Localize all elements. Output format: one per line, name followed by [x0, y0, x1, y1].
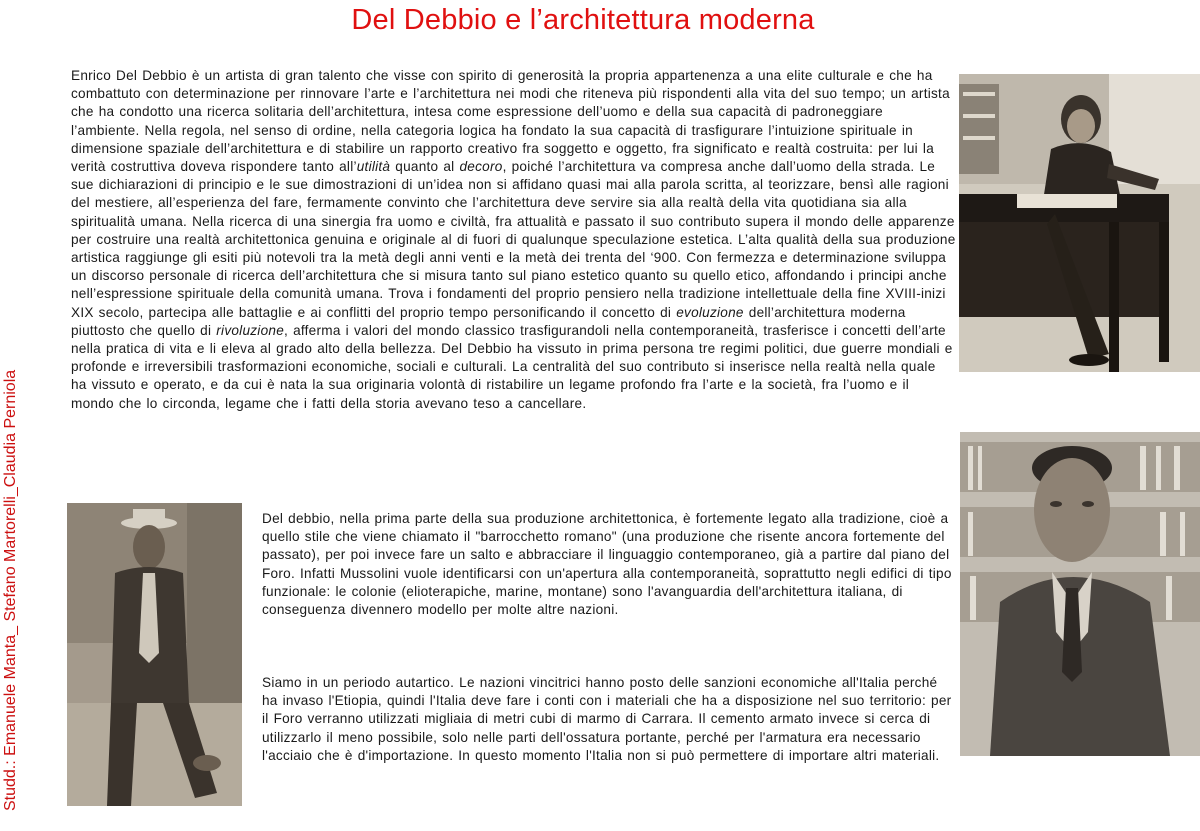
photo-young-del-debbio	[67, 503, 242, 806]
emphasis-rivoluzione: rivoluzione	[216, 322, 285, 338]
photo-portrait-image	[960, 432, 1200, 756]
emphasis-decoro: decoro	[459, 159, 503, 175]
emphasis-utilita: utilità	[356, 159, 391, 175]
photo-desk-image	[959, 74, 1200, 372]
main-text-block	[71, 67, 956, 413]
paragraph-barrocchetto: Del debbio, nella prima parte della sua produzione architettonica, è fortemente legato alla tradizione, cioè a quello stile che viene chiamato il "barrocchetto romano" (una produzione che risente ancora fortemente del passato), per poi invece fare un salto e abbracciare il linguaggio contemporaneo, già a partire dal piano del Foro. Infatti Mussolini vuole identificarsi con un'apertura alla contemporaneità, soprattutto negli edifici di tipo funzionale: le colonie (elioterapiche, marine, montane) sono l'avanguardia dell'architettura italiana, di conseguenza divennero modello per molte altre nazioni.	[262, 511, 952, 618]
photo-young-image	[67, 503, 242, 806]
text-segment: Enrico Del Debbio è un artista di gran talento che visse con spirito di generosità la propria appartenenza a una elite culturale e che ha combattuto con determinazione per rinnovare l’arte e l’architettura nei modi che riteneva più rispondenti alla vita del suo tempo; un artista che ha condotto una ricerca solitaria dell’architettura, intesa come espressione dell’uomo e della sua capacità di padroneggiare l’ambiente. Nella regola, nel senso di ordine, nella categoria logica ha fondato la sua capacità di trasfigurare l’intuizione spirituale in dimensione spaziale dell’architettura e di stabilire un rapporto creativo fra soggetto e oggetto, fra significato e realtà costruita: per lui la verità costruttiva doveva rispondere tanto all’	[71, 68, 950, 175]
author-credit-vertical: Studd.: Emanuele Manta_ Stefano Martorelli_Claudia Perniola	[2, 369, 19, 811]
text-segment: dell’architettura moderna piuttosto che quello di	[71, 304, 906, 338]
photo-del-debbio-at-desk	[959, 74, 1200, 372]
secondary-paragraph-1	[262, 510, 952, 619]
page-title: Del Debbio e l’architettura moderna	[351, 4, 815, 36]
photo-del-debbio-portrait	[960, 432, 1200, 756]
text-segment: quanto al	[390, 159, 460, 175]
text-segment: , poiché l’architettura va compresa anche dall’uomo della strada. Le sue dichiarazioni di principio e le sue dimostrazioni di un’idea non si affidano quasi mai alla parola scritta, al teorizzare, bensì alle ragioni del mestiere, all’esperienza del fare, fermamente convinto che l’architettura deve servire sia alla realtà della vita quotidiana sia alla spiritualità umana. Nella ricerca di una sinergia fra uomo e civiltà, fra attualità e passato il suo contributo supera il mondo delle apparenze per costruire una realtà architettonica genuina e originale al di fuori di qualunque speculazione estetica. L’alta qualità della sua produzione artistica raggiunge gli esiti più notevoli tra la metà degli anni venti e la metà dei trenta del ‘900. Con fermezza e determinazione sviluppa un discorso personale di ricerca dell’architettura che si misura tanto sul piano estetico quanto su quello etico, affondando i principi anche nell’espressione spirituale della comunità umana. Trova i fondamenti del proprio pensiero nella tradizione intellettuale della fine XVIII-inizi XIX secolo, partecipa alle battaglie e ai conflitti del proprio tempo personificando il concetto di	[71, 159, 956, 320]
emphasis-evoluzione: evoluzione	[676, 304, 744, 320]
text-segment: , afferma i valori del mondo classico trasfigurandoli nella contemporaneità, trasferisce i concetti dell’arte nella pratica di vita e li eleva al grado alto della bellezza. Del Debbio ha vissuto in prima persona tre regimi politici, due guerre mondiali e profonde e irreversibili trasformazioni economiche, sociali e culturali. La centralità del suo contributo si inserisce nella realtà nella quale ha vissuto e operato, e da cui è nata la sua originaria volontà di ristabilire un legame profondo fra l’arte e la società, fra l’uomo e il mondo che lo circonda, legame che i fatti della storia avevano teso a cancellare.	[71, 322, 953, 411]
paragraph-autarchia: Siamo in un periodo autartico. Le nazioni vincitrici hanno posto delle sanzioni economiche all'Italia perché ha invaso l'Etiopia, quindi l'Italia deve fare i conti con i materiali che ha a disposizione nel suo territorio: per il Foro verranno utilizzati migliaia di metri cubi di marmo di Carrara. Il cemento armato invece si cerca di utilizzarlo il meno possibile, solo nelle parti dell'ossatura portante, perché per l'armatura era necessario l'acciaio che è d'importazione. In questo momento l'Italia non si può permettere di importare altri materiali.	[262, 675, 952, 763]
main-paragraph	[71, 67, 956, 413]
secondary-paragraph-2	[262, 674, 952, 765]
